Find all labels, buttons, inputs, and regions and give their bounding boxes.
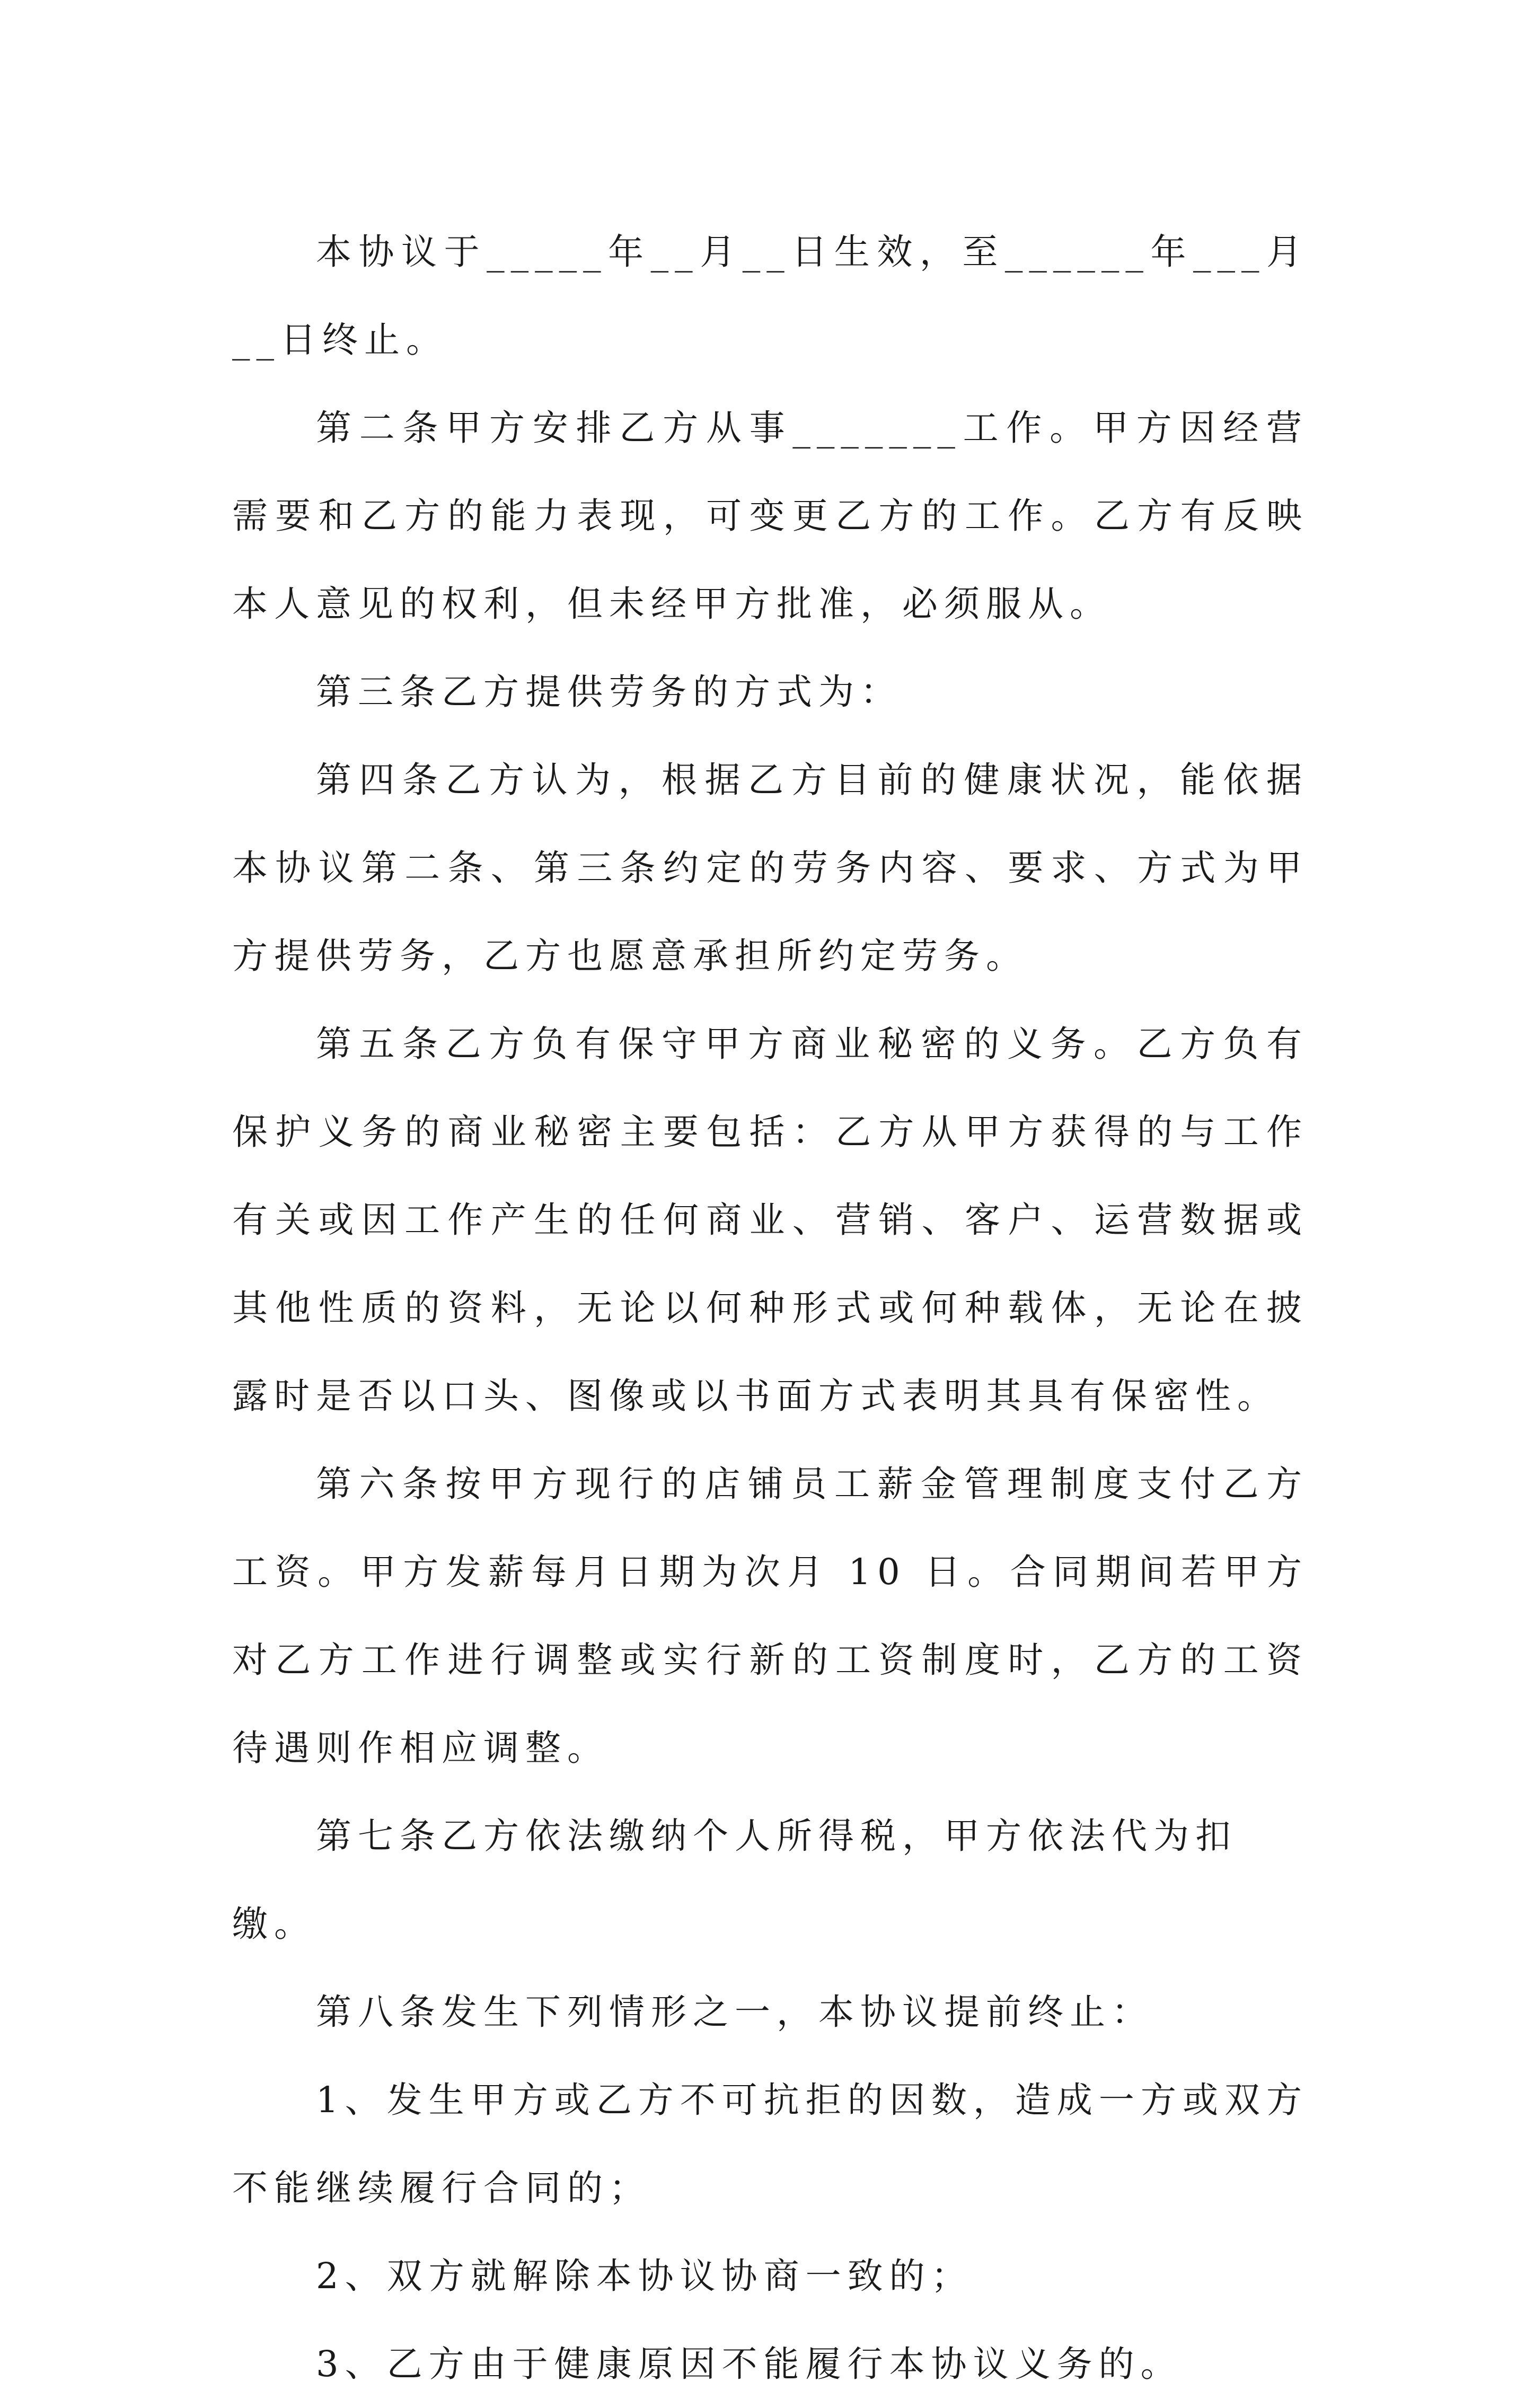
paragraph-article-6: 第六条按甲方现行的店铺员工薪金管理制度支付乙方工资。甲方发薪每月日期为次月 10 日。合同期间若甲方对乙方工作进行调整或实行新的工资制度时，乙方的工资待遇则作相应调整。 xyxy=(232,1463,1308,1769)
paragraph-article-4: 第四条乙方认为，根据乙方目前的健康状况，能依据本协议第二条、第三条约定的劳务内容、要求、方式为甲方提供劳务，乙方也愿意承担所约定劳务。 xyxy=(232,759,1308,977)
paragraph-article-5: 第五条乙方负有保守甲方商业秘密的义务。乙方负有保护义务的商业秘密主要包括：乙方从甲方获得的与工作有关或因工作产生的任何商业、营销、客户、运营数据或其他性质的资料，无论以何种形式或何种载体，无论在披露时是否以口头、图像或以书面方式表明其具有保密性。 xyxy=(232,1023,1308,1417)
list-item-3: 3、乙方由于健康原因不能履行本协议义务的。 xyxy=(316,2343,1183,2385)
paragraph-article-2: 第二条甲方安排乙方从事_______工作。甲方因经营需要和乙方的能力表现，可变更乙方的工作。乙方有反映本人意见的权利，但未经甲方批准，必须服从。 xyxy=(232,407,1308,625)
list-item-2: 2、双方就解除本协议协商一致的； xyxy=(316,2255,973,2297)
list-item-1: 1、发生甲方或乙方不可抗拒的因数，造成一方或双方不能继续履行合同的； xyxy=(232,2079,1308,2209)
paragraph-article-8: 第八条发生下列情形之一，本协议提前终止： xyxy=(316,1991,1153,2033)
document-body xyxy=(232,208,1308,2408)
paragraph-article-3: 第三条乙方提供劳务的方式为： xyxy=(316,671,902,713)
paragraph-effective-date: 本协议于_____年__月__日生效，至______年___月__日终止。 xyxy=(232,231,1308,361)
paragraph-article-7: 第七条乙方依法缴纳个人所得税，甲方依法代为扣缴。 xyxy=(232,1815,1237,1945)
